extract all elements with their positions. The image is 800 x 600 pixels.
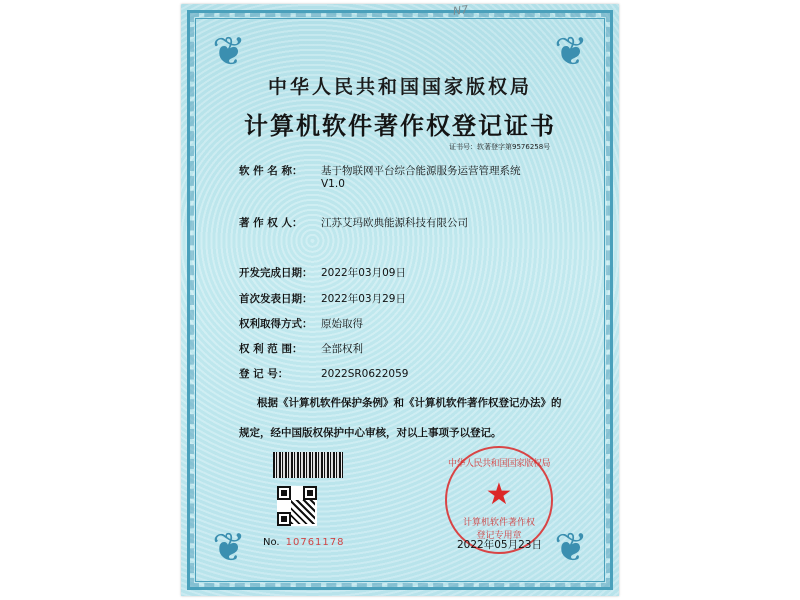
corner-ornament-icon: ❦ <box>212 525 246 571</box>
corner-ornament-icon: ❦ <box>212 29 246 75</box>
field-label: 权 利 范 围： <box>239 343 303 355</box>
field-value: 2022年03月09日 <box>321 267 406 279</box>
field-value: 原始取得 <box>321 318 363 330</box>
field-completion-date <box>239 265 406 280</box>
field-value: 江苏艾玛欧典能源科技有限公司 <box>321 217 468 229</box>
field-acquisition <box>239 316 363 331</box>
field-label: 权利取得方式： <box>239 318 313 330</box>
field-value: 基于物联网平台综合能源服务运营管理系统 <box>321 165 521 177</box>
field-scope <box>239 341 363 356</box>
barcode-icon <box>273 452 343 478</box>
serial-value: 10761178 <box>285 537 345 548</box>
field-publish-date <box>239 291 406 306</box>
handwritten-mark: N7 <box>452 3 470 18</box>
certificate-title: 计算机软件著作权登记证书 <box>244 111 556 140</box>
corner-ornament-icon: ❦ <box>554 525 588 571</box>
field-label: 软 件 名 称： <box>239 165 303 177</box>
star-icon: ★ <box>485 477 513 512</box>
statement-line: 规定，经中国版权保护中心审核，对以上事项予以登记。 <box>239 427 502 439</box>
corner-ornament-icon: ❦ <box>554 29 588 75</box>
field-owner <box>239 215 468 230</box>
certificate-number: 证书号：软著登字第9576258号 <box>449 143 551 151</box>
field-value: 全部权利 <box>321 343 363 355</box>
issuer-heading: 中华人民共和国国家版权局 <box>267 76 532 98</box>
seal-text: 计算机软件著作权 <box>462 518 535 528</box>
field-label: 著 作 权 人： <box>239 217 303 229</box>
serial-prefix: No. <box>263 537 280 548</box>
seal-arc-text: 中华人民共和国国家版权局 <box>447 459 550 469</box>
field-value: 2022SR0622059 <box>321 368 409 380</box>
statement-line: 根据《计算机软件保护条例》和《计算机软件著作权登记办法》的 <box>257 397 562 409</box>
field-label: 首次发表日期： <box>239 293 313 305</box>
field-value: 2022年03月29日 <box>321 293 406 305</box>
field-label: 开发完成日期： <box>239 267 313 279</box>
certificate <box>181 4 619 596</box>
serial-number <box>263 537 345 548</box>
field-software-name <box>239 163 521 178</box>
field-software-version: V1.0 <box>321 178 345 190</box>
seal-text: 登记专用章 <box>476 531 522 541</box>
qr-code-icon <box>277 486 317 526</box>
issue-date: 2022年05月23日 <box>457 539 542 551</box>
field-registration-number <box>239 366 408 381</box>
field-label: 登 记 号： <box>239 368 289 380</box>
